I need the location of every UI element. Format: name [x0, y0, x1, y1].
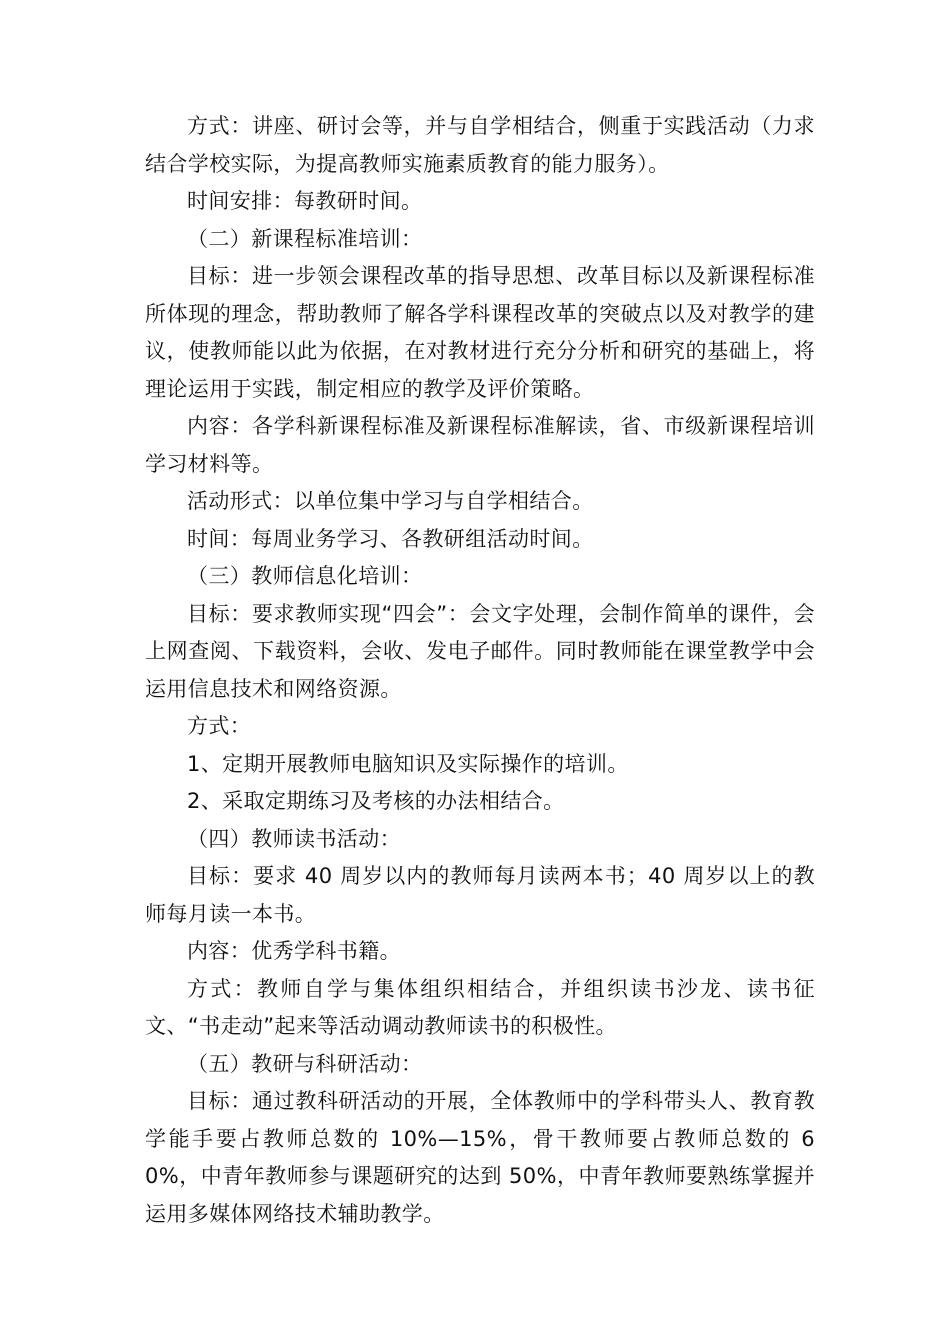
- paragraph-reading-method: 方式：教师自学与集体组织相结合，并组织读书沙龙、读书征文、“书走动”起来等活动调动教师读书的积极性。: [145, 976, 815, 1038]
- paragraph-curriculum-goal: 目标：进一步领会课程改革的指导思想、改革目标以及新课程标准所体现的理念，帮助教师了解各学科课程改革的突破点以及对教学的建议，使教师能以此为依据，在对教材进行充分分析和研究的基础上，将理论运用于实践，制定相应的教学及评价策略。: [145, 264, 815, 401]
- document-body: [145, 108, 815, 1233]
- paragraph-activity-form: 活动形式：以单位集中学习与自学相结合。: [187, 489, 594, 513]
- paragraph-research-goal: 目标：通过教科研活动的开展，全体教师中的学科带头人、教育教学能手要占教师总数的 10%—15%，骨干教师要占教师总数的 60%，中青年教师参与课题研究的达到 50%，中青年教师要熟练掌握并运用多媒体网络技术辅助教学。: [145, 1089, 815, 1226]
- paragraph-reading-content: 内容：优秀学科书籍。: [187, 939, 401, 963]
- section-heading-curriculum-standards: （二）新课程标准培训：: [187, 226, 423, 251]
- list-item-it-method-1: 1、定期开展教师电脑知识及实际操作的培训。: [187, 751, 629, 776]
- list-item-it-method-2: 2、采取定期练习及考核的办法相结合。: [187, 789, 565, 813]
- paragraph-time-arrangement: 时间安排：每教研时间。: [187, 189, 423, 213]
- paragraph-it-goal: 目标：要求教师实现“四会”：会文字处理，会制作简单的课件，会上网查阅、下载资料，会收、发电子邮件。同时教师能在课堂教学中会运用信息技术和网络资源。: [145, 601, 815, 701]
- paragraph-curriculum-content: 内容：各学科新课程标准及新课程标准解读，省、市级新课程培训学习材料等。: [145, 414, 815, 476]
- paragraph-method-lectures: 方式：讲座、研讨会等，并与自学相结合，侧重于实践活动（力求结合学校实际，为提高教师实施素质教育的能力服务）。: [145, 114, 815, 176]
- section-heading-reading-activity: （四）教师读书活动：: [187, 826, 401, 851]
- paragraph-curriculum-time: 时间：每周业务学习、各教研组活动时间。: [187, 526, 594, 551]
- section-heading-it-training: （三）教师信息化培训：: [187, 564, 423, 588]
- section-heading-research-activity: （五）教研与科研活动：: [187, 1051, 423, 1076]
- paragraph-it-method-label: 方式：: [187, 714, 252, 738]
- paragraph-reading-goal: 目标：要求 40 周岁以内的教师每月读两本书；40 周岁以上的教师每月读一本书。: [145, 864, 815, 926]
